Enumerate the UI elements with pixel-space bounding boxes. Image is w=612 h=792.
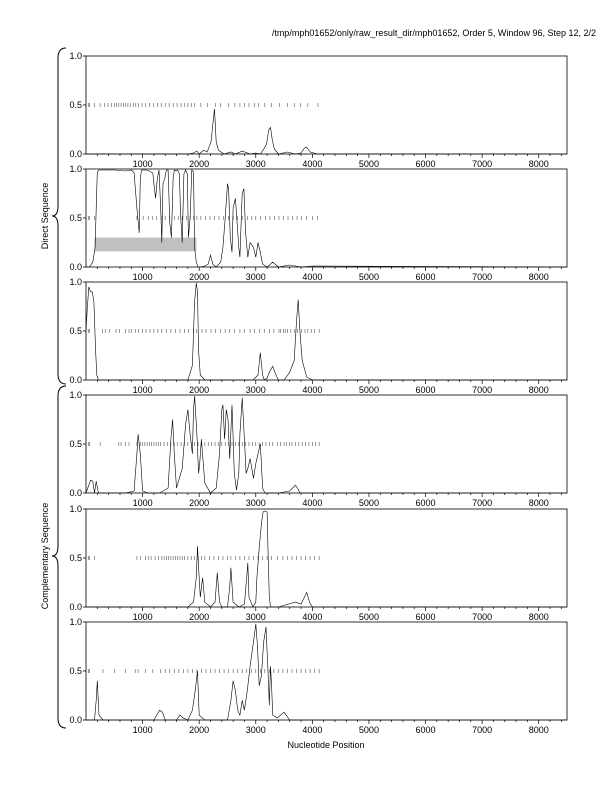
x-tick-label: 5000 <box>358 725 379 735</box>
complementary-sequence-label: Complementary Sequence <box>40 502 50 610</box>
x-tick-label: 5000 <box>358 159 379 169</box>
y-tick-label: 0.5 <box>69 100 82 110</box>
y-tick-label: 0.0 <box>69 488 82 498</box>
x-tick-label: 1000 <box>132 725 153 735</box>
y-tick-label: 0.5 <box>69 666 82 676</box>
x-tick-label: 2000 <box>189 612 210 622</box>
y-tick-label: 1.0 <box>69 390 82 400</box>
x-tick-label: 2000 <box>189 385 210 395</box>
x-tick-label: 1000 <box>132 159 153 169</box>
x-tick-label: 5000 <box>358 272 379 282</box>
x-tick-label: 7000 <box>472 272 493 282</box>
y-tick-label: 1.0 <box>69 277 82 287</box>
x-tick-label: 6000 <box>415 159 436 169</box>
y-tick-label: 0.0 <box>69 715 82 725</box>
x-tick-label: 3000 <box>245 272 266 282</box>
x-tick-label: 6000 <box>415 272 436 282</box>
shaded-region <box>94 238 196 252</box>
x-tick-label: 4000 <box>302 612 323 622</box>
y-tick-label: 1.0 <box>69 164 82 174</box>
x-tick-label: 8000 <box>528 159 549 169</box>
x-tick-label: 3000 <box>245 498 266 508</box>
y-tick-label: 0.0 <box>69 602 82 612</box>
x-tick-label: 8000 <box>528 498 549 508</box>
y-tick-label: 1.0 <box>69 504 82 514</box>
x-tick-label: 4000 <box>302 385 323 395</box>
y-tick-label: 0.0 <box>69 262 82 272</box>
x-tick-label: 1000 <box>132 272 153 282</box>
x-tick-label: 6000 <box>415 612 436 622</box>
x-tick-label: 1000 <box>132 385 153 395</box>
direct-sequence-label: Direct Sequence <box>40 182 50 250</box>
y-tick-label: 0.0 <box>69 149 82 159</box>
y-tick-label: 0.5 <box>69 553 82 563</box>
x-tick-label: 8000 <box>528 725 549 735</box>
x-tick-label: 4000 <box>302 272 323 282</box>
x-tick-label: 8000 <box>528 385 549 395</box>
y-tick-label: 0.0 <box>69 375 82 385</box>
x-tick-label: 3000 <box>245 385 266 395</box>
x-tick-label: 7000 <box>472 385 493 395</box>
x-tick-label: 6000 <box>415 385 436 395</box>
x-tick-label: 2000 <box>189 272 210 282</box>
x-tick-label: 1000 <box>132 612 153 622</box>
y-tick-label: 1.0 <box>69 51 82 61</box>
x-tick-label: 8000 <box>528 612 549 622</box>
x-tick-label: 7000 <box>472 159 493 169</box>
y-tick-label: 0.5 <box>69 213 82 223</box>
x-tick-label: 3000 <box>245 612 266 622</box>
x-tick-label: 1000 <box>132 498 153 508</box>
x-tick-label: 3000 <box>245 159 266 169</box>
x-tick-label: 7000 <box>472 498 493 508</box>
x-tick-label: 5000 <box>358 385 379 395</box>
x-tick-label: 5000 <box>358 498 379 508</box>
x-tick-label: 4000 <box>302 159 323 169</box>
y-tick-label: 1.0 <box>69 617 82 627</box>
x-tick-label: 7000 <box>472 725 493 735</box>
x-tick-label: 6000 <box>415 725 436 735</box>
x-tick-label: 3000 <box>245 725 266 735</box>
x-tick-label: 4000 <box>302 498 323 508</box>
x-tick-label: 2000 <box>189 159 210 169</box>
x-tick-label: 2000 <box>189 725 210 735</box>
x-tick-label: 7000 <box>472 612 493 622</box>
x-tick-label: 5000 <box>358 612 379 622</box>
y-tick-label: 0.5 <box>69 326 82 336</box>
x-tick-label: 6000 <box>415 498 436 508</box>
x-tick-label: 8000 <box>528 272 549 282</box>
x-tick-label: 4000 <box>302 725 323 735</box>
x-tick-label: 2000 <box>189 498 210 508</box>
x-axis-label: Nucleotide Position <box>287 740 365 750</box>
figure-title: /tmp/mph01652/only/raw_result_dir/mph01652, Order 5, Window 96, Step 12, 2/2 <box>271 28 596 38</box>
y-tick-label: 0.5 <box>69 439 82 449</box>
